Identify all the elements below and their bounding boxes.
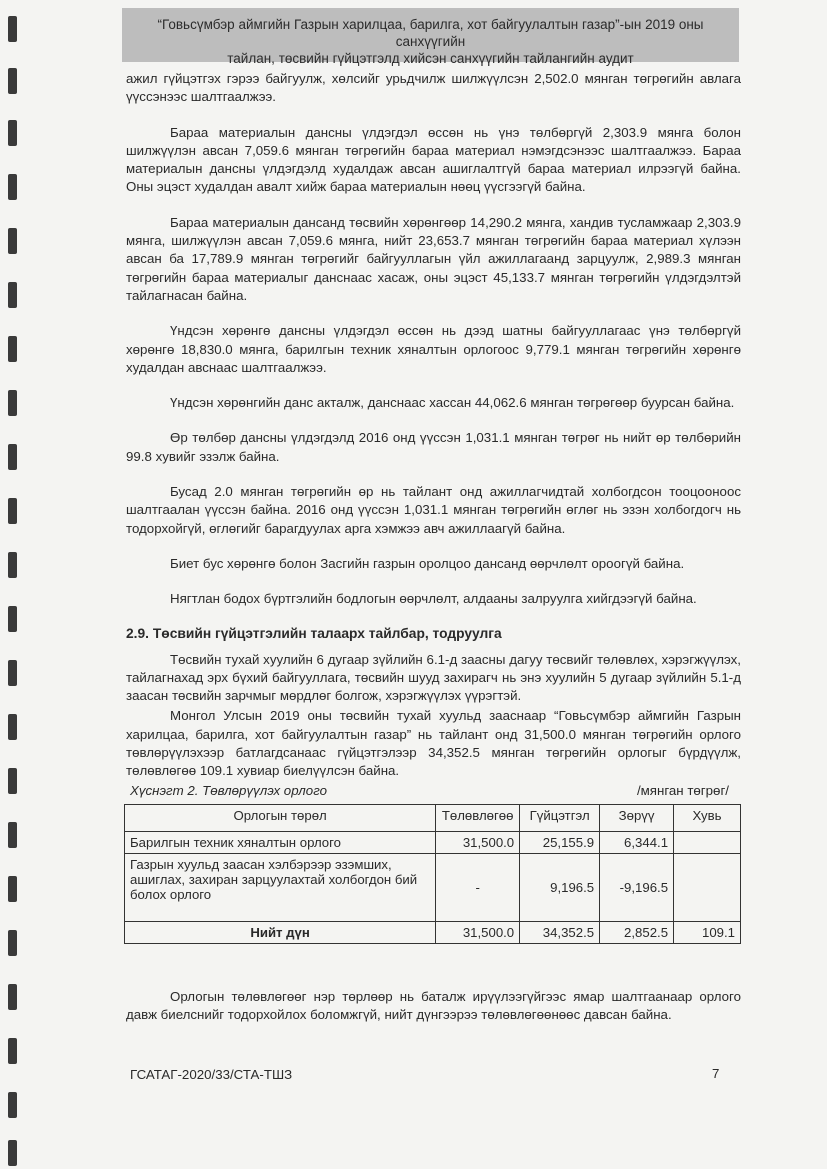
table-header-row	[125, 804, 741, 831]
binder-hole	[8, 336, 17, 362]
paragraph-fixed-assets-writeoff: Үндсэн хөрөнгийн данс акталж, данснаас хассан 44,062.6 мянган төгрөгөөр буурсан байна.	[170, 395, 735, 411]
paragraph-revenue-performance: Монгол Улсын 2019 оны төсвийн тухай хуульд зааснаар “Говьсүмбэр аймгийн Газрын харилцаа, барилга, хот байгуулалтын газар” нь тайлант онд 31,500.0 мянган төгрөгийн орлого төвлөрүүлэхээр батлагдсанаас гүйцэтгэлээр 34,352.5 мянган төгрөгийн орлогыг бүрдүүлж, төлөвлөгөө 109.1 хувиар биелүүлсэн байна.	[126, 708, 741, 779]
table-cell: 31,500.0	[436, 831, 520, 853]
binder-holes	[8, 0, 22, 1169]
binder-hole	[8, 876, 17, 902]
column-header: Гүйцэтгэл	[520, 804, 600, 831]
paragraph-other-liabilities: Бусад 2.0 мянган төгрөгийн өр нь тайлант онд ажиллагчидтай холбогдсон тооцооноос шалтгаалан үүссэн байна. 2016 онд үүссэн 1,031.1 мянган төгрөгийн өглөг нь эзэн холбогдогч нь тодорхойгүй, өглөгийг барагдуулах арга хэмжээ авч ажиллаагүй байна.	[126, 484, 741, 536]
table-cell: 34,352.5	[520, 921, 600, 943]
table-row	[125, 853, 741, 921]
binder-hole	[8, 1140, 17, 1166]
page-number: 7	[712, 1066, 720, 1081]
binder-hole	[8, 984, 17, 1010]
paragraph-receivables: ажил гүйцэтгэх гэрээ байгуулж, хөлсийг урьдчилж шилжүүлсэн 2,502.0 мянган төгрөгийн авлага үүссэнээс шалтгаалжээ.	[126, 71, 741, 105]
table-cell: 109.1	[674, 921, 741, 943]
paragraph-fixed-assets: Үндсэн хөрөнгө дансны үлдэгдэл өссөн нь дээд шатны байгууллагаас үнэ төлбөргүй хөрөнгө 18,830.0 мянга, барилгын техник хяналтын орлогоос 9,779.1 мянган төгрөгийн хөрөнгө худалдан авснаас шалтгаалжээ.	[126, 323, 741, 375]
table-cell: -	[436, 853, 520, 921]
paragraph-accounting-policy: Нягтлан бодох бүртгэлийн бодлогын өөрчлөлт, алдааны залруулга хийгдээгүй байна.	[170, 591, 697, 607]
table-cell: -9,196.5	[600, 853, 674, 921]
column-header: Орлогын төрөл	[125, 804, 436, 831]
table-cell	[674, 853, 741, 921]
table-caption: Хүснэгт 2. Төвлөрүүлэх орлого	[130, 782, 328, 798]
binder-hole	[8, 606, 17, 632]
binder-hole	[8, 822, 17, 848]
table-cell: 25,155.9	[520, 831, 600, 853]
binder-hole	[8, 174, 17, 200]
binder-hole	[8, 660, 17, 686]
table-cell: 6,344.1	[600, 831, 674, 853]
binder-hole	[8, 714, 17, 740]
table-cell: Нийт дүн	[125, 921, 436, 943]
table-row	[125, 831, 741, 853]
revenue-table	[124, 804, 741, 944]
binder-hole	[8, 282, 17, 308]
running-header-line-1: “Говьсүмбэр аймгийн Газрын харилцаа, барилга, хот байгуулалтын газар”-ын 2019 оны санхүүгийн	[157, 17, 704, 49]
paragraph-liabilities: Өр төлбөр дансны үлдэгдэлд 2016 онд үүссэн 1,031.1 мянган төгрөг нь нийт өр төлбөрийн 99.8 хувийг эзэлж байна.	[126, 430, 741, 464]
binder-hole	[8, 1092, 17, 1118]
binder-hole	[8, 228, 17, 254]
paragraph-intangibles: Биет бус хөрөнгө болон Засгийн газрын оролцоо дансанд өөрчлөлт ороогүй байна.	[170, 555, 685, 571]
paragraph-materials-movement: Бараа материалын дансанд төсвийн хөрөнгөөр 14,290.2 мянга, хандив тусламжаар 2,303.9 мянга, шилжүүлэн авсан 7,059.6 мянга, нийт 23,653.7 мянган төгрөгийн бараа материал хүлээн авсан ба 17,789.9 мянган төгрөгийг байгууллагын үйл ажиллагаанд зарцуулж, 2,989.3 мянган төгрөгийн бараа материалыг данснаас хасаж, оны эцэст 45,133.7 мянган төгрөгийн үлдэгдэлтэй тайлагнасан байна.	[126, 214, 741, 303]
column-header: Зөрүү	[600, 804, 674, 831]
section-heading: 2.9. Төсвийн гүйцэтгэлийн талаарх тайлбар, тодруулга	[126, 625, 502, 641]
paragraph-budget-law: Төсвийн тухай хуулийн 6 дугаар зүйлийн 6.1-д заасны дагуу төсвийг төлөвлөх, хэрэгжүүлэх, тайлагнахад эрх бүхий байгууллага, төсвийн шууд захирагч нь энэ хуулийн 5 дугаар зүйлийн 5.1-д заасан төсвийн зарчмыг мөрдлөг болгож, хэрэгжүүлэх үүрэгтэй.	[126, 651, 741, 704]
table-cell: 9,196.5	[520, 853, 600, 921]
binder-hole	[8, 444, 17, 470]
binder-hole	[8, 120, 17, 146]
binder-hole	[8, 390, 17, 416]
binder-hole	[8, 16, 17, 42]
table-cell: 2,852.5	[600, 921, 674, 943]
binder-hole	[8, 68, 17, 94]
column-header: Төлөвлөгөө	[436, 804, 520, 831]
table-total-row	[125, 921, 741, 943]
binder-hole	[8, 768, 17, 794]
table-cell: Барилгын техник хяналтын орлого	[125, 831, 436, 853]
table-cell: Газрын хуульд заасан хэлбэрээр эзэмших, ашиглах, захиран зарцуулахтай холбогдон бий болох орлого	[125, 853, 436, 921]
column-header: Хувь	[674, 804, 741, 831]
footer-document-code: ГСАТАГ-2020/33/СТА-ТШЗ	[130, 1067, 293, 1082]
table-cell	[674, 831, 741, 853]
running-header-line-2: тайлан, төсвийн гүйцэтгэлд хийсэн санхүүгийн тайлангийн аудит	[227, 51, 634, 66]
paragraph-revenue-plan-note: Орлогын төлөвлөгөөг нэр төрлөөр нь баталж ирүүлээгүйгээс ямар шалтгаанаар орлого давж биелснийг тодорхойлох боломжгүй, нийт дүнгээрээ төлөвлөгөөнөөс давсан байна.	[126, 988, 741, 1022]
binder-hole	[8, 498, 17, 524]
binder-hole	[8, 930, 17, 956]
running-header	[122, 8, 739, 66]
binder-hole	[8, 552, 17, 578]
table-cell: 31,500.0	[436, 921, 520, 943]
table-caption-row	[126, 783, 741, 798]
paragraph-materials-balance: Бараа материалын дансны үлдэгдэл өссөн нь үнэ төлбөргүй 2,303.9 мянга болон шилжүүлэн авсан 7,059.6 мянган төгрөгийн бараа материал нэмэгдсэнээс шалтгаалжээ. Бараа материалын дансны үлдэгдэлд худалдаж авсан ашиглалтгүй бараа материал илрээгүй байна. Оны эцэст худалдан авалт хийж бараа материалын нөөц үүсгээгүй байна.	[126, 124, 741, 195]
table-unit: /мянган төгрөг/	[636, 782, 729, 798]
page-body	[126, 70, 741, 1041]
binder-hole	[8, 1038, 17, 1064]
